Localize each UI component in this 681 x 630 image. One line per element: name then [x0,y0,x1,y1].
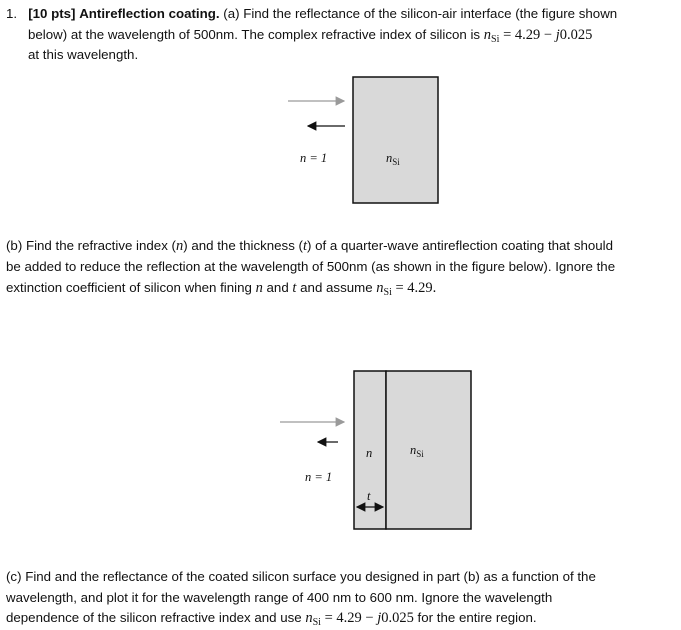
part-b-n-2: n [255,280,263,296]
part-b-text-1c: ) of a quarter-wave antireflection coating that should [307,238,614,253]
part-a-n-sub: Si [491,34,500,45]
problem-points: [10 pts] [28,6,76,21]
part-a-text-3: at this wavelength. [28,47,139,62]
part-b-text-3c: and assume [296,280,377,295]
fig2-si-sub: Si [416,449,424,459]
part-b-line-3 [6,277,436,300]
part-a-j: j [555,27,560,43]
part-c-line-3 [6,607,537,630]
fig1-si-symbol: n [386,151,393,165]
fig2-air-label: n = 1 [305,470,333,484]
problem-number: 1. [6,6,18,21]
part-b-nsi-sub: Si [383,287,392,298]
part-a-eq: = 4.29 − [503,27,556,43]
fig2-silicon-block [386,371,471,529]
fig1-air-label: n = 1 [300,151,328,165]
part-c-imag: 0.025 [381,610,414,626]
part-b-nsi-eq: = 4.29. [391,280,437,296]
problem-title: Antireflection coating. [79,6,220,21]
part-c-text-3a: dependence of the silicon refractive index and use [6,610,306,625]
part-b-line-1 [6,235,613,257]
part-b-line-2 [6,256,615,277]
part-c-line-2 [6,587,552,608]
part-b-text-2: be added to reduce the reflection at the wavelength of 500nm (as shown in the figure below). Ignore the [6,259,616,274]
fig1-si-sub: Si [392,157,400,167]
part-c-text-1: (c) Find and the reflectance of the coated silicon surface you designed in part (b) as a function of the [6,569,596,584]
part-a-text-1: (a) Find the reflectance of the silicon-air interface (the figure shown [223,6,618,21]
part-c-eq: = 4.29 − [320,610,378,626]
part-c-nsi-symbol: n [305,610,313,626]
fig1-si-label [386,151,400,166]
part-b-t-2: t [292,280,297,296]
part-b-nsi-symbol: n [376,280,384,296]
part-a-n-symbol: n [483,27,492,43]
part-b-text-3a: extinction coefficient of silicon when fining [6,280,256,295]
fig1-silicon-block [353,77,438,203]
part-c-line-1 [6,566,596,587]
fig2-si-symbol: n [410,443,417,457]
fig2-si-label [410,443,424,458]
part-c-text-3b: for the entire region. [413,610,537,625]
fig2-thickness-label: t [367,489,371,503]
part-c-nsi-sub: Si [312,617,321,628]
part-b-t: t [302,238,307,254]
part-a-text-2: below) at the wavelength of 500nm. The complex refractive index of silicon is [28,27,481,42]
part-c-j: j [377,610,382,626]
part-b-text-1a: (b) Find the refractive index ( [6,238,176,253]
part-c-text-2: wavelength, and plot it for the wavelength range of 400 nm to 600 nm. Ignore the wavelength [6,590,553,605]
part-b-n: n [175,238,184,254]
fig2-coating-label: n [366,446,373,460]
part-b-text-1b: ) and the thickness ( [183,238,303,253]
part-a-imag: 0.025 [559,27,593,43]
part-b-text-3b: and [262,280,293,295]
